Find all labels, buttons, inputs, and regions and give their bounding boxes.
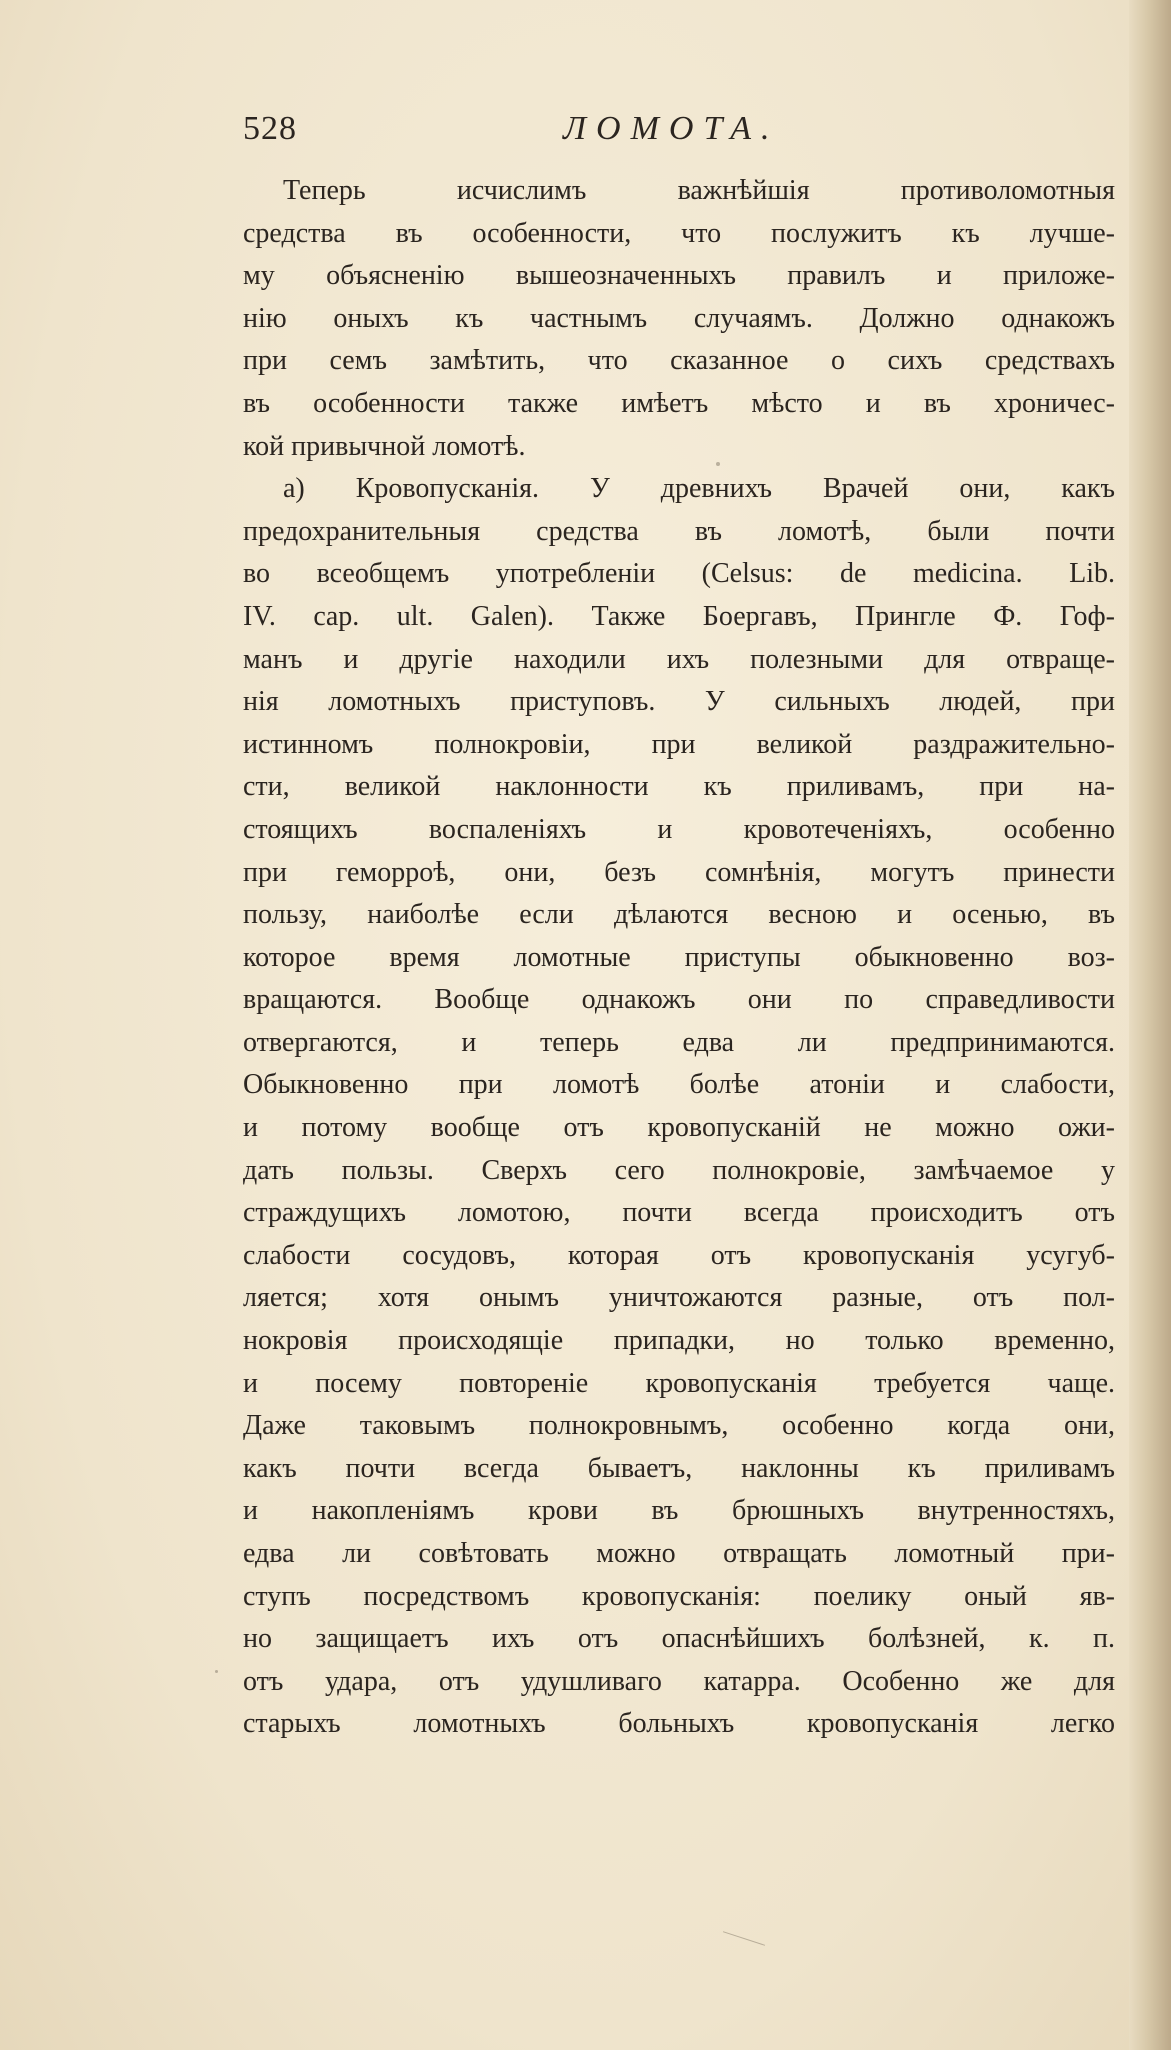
text-line: му объясненію вышеозначенныхъ правилъ и приложе- <box>243 260 1115 292</box>
text-line: IV. cap. ult. Galen). Также Боергавъ, Прингле Ф. Гоф- <box>243 600 1115 632</box>
text-line: и посему повтореніе кровопусканія требуется чаще. <box>243 1367 1115 1399</box>
running-head-title: ЛОМОТА. <box>563 110 780 147</box>
body-text <box>243 170 1115 1746</box>
text-line: и потому вообще отъ кровопусканій не можно ожи- <box>243 1112 1115 1144</box>
text-line: страждущихъ ломотою, почти всегда происходитъ отъ <box>243 1197 1115 1229</box>
text-line: ляется; хотя онымъ уничтожаются разные, отъ пол- <box>243 1282 1115 1314</box>
ink-stroke <box>723 1931 765 1946</box>
text-line: Теперь исчислимъ важнѣйшія противоломотныя <box>283 175 1115 206</box>
text-line: Обыкновенно при ломотѣ болѣе атоніи и слабости, <box>243 1069 1115 1101</box>
text-line: кой привычной ломотѣ. <box>243 430 526 462</box>
text-line: какъ почти всегда бываетъ, наклонны къ приливамъ <box>243 1452 1115 1484</box>
text-line: въ особенности также имѣетъ мѣсто и въ хроничес- <box>243 387 1115 419</box>
text-line: нію оныхъ къ частнымъ случаямъ. Должно однакожъ <box>243 302 1115 334</box>
text-line: истинномъ полнокровіи, при великой раздражительно- <box>243 728 1115 760</box>
text-line: во всеобщемъ употребленіи (Celsus: de medicina. Lib. <box>243 558 1115 590</box>
page-header <box>243 110 843 166</box>
text-line: слабости сосудовъ, которая отъ кровопусканія усугуб- <box>243 1239 1115 1271</box>
text-line: манъ и другіе находили ихъ полезными для отвраще- <box>243 643 1115 675</box>
page-number: 528 <box>243 110 297 147</box>
text-line: дать пользы. Сверхъ сего полнокровіе, замѣчаемое у <box>243 1154 1115 1186</box>
text-line: а) Кровопусканія. У древнихъ Врачей они, какъ <box>283 473 1115 505</box>
text-line: при семъ замѣтить, что сказанное о сихъ средствахъ <box>243 345 1115 377</box>
text-line: средства въ особенности, что послужитъ къ лучше- <box>243 217 1115 249</box>
text-line: Даже таковымъ полнокровнымъ, особенно когда они, <box>243 1410 1115 1442</box>
text-line: едва ли совѣтовать можно отвращать ломотный при- <box>243 1538 1115 1569</box>
text-line: при геморроѣ, они, безъ сомнѣнія, могутъ принести <box>243 856 1115 888</box>
text-line: старыхъ ломотныхъ больныхъ кровопусканія легко <box>243 1708 1115 1740</box>
page-gutter-shadow <box>1129 0 1171 2050</box>
text-line: которое время ломотные приступы обыкновенно воз- <box>243 941 1115 973</box>
text-line: вращаются. Вообще однакожъ они по справедливости <box>243 984 1115 1016</box>
text-line: отъ удара, отъ удушливаго катарра. Особенно же для <box>243 1665 1115 1697</box>
text-line: стоящихъ воспаленіяхъ и кровотеченіяхъ, особенно <box>243 813 1115 845</box>
ink-speck <box>716 462 720 466</box>
text-line: нія ломотныхъ приступовъ. У сильныхъ людей, при <box>243 686 1115 718</box>
text-line: ступъ посредствомъ кровопусканія: поелику оный яв- <box>243 1580 1115 1612</box>
text-line: предохранительныя средства въ ломотѣ, были почти <box>243 515 1115 547</box>
text-line: сти, великой наклонности къ приливамъ, при на- <box>243 771 1115 803</box>
text-line: пользу, наиболѣе если дѣлаются весною и осенью, въ <box>243 899 1115 931</box>
text-line: и накопленіямъ крови въ брюшныхъ внутренностяхъ, <box>243 1495 1115 1527</box>
text-line: нокровія происходящіе припадки, но только временно, <box>243 1325 1115 1357</box>
text-line: но защищаетъ ихъ отъ опаснѣйшихъ болѣзней, к. п. <box>243 1623 1115 1655</box>
ink-speck <box>215 1670 218 1673</box>
text-line: отвергаются, и теперь едва ли предпринимаются. <box>243 1026 1115 1058</box>
